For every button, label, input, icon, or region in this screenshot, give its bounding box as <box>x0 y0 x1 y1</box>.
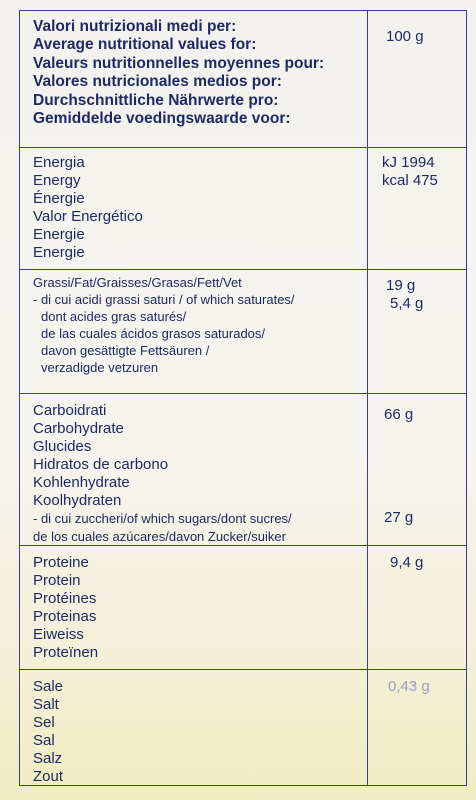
energy-label: Energy <box>33 172 81 189</box>
energy-row <box>20 147 466 270</box>
protein-row <box>20 545 466 670</box>
fat-label: Grassi/Fat/Graisses/Grasas/Fett/Vet <box>33 275 242 290</box>
energy-labels <box>33 154 356 262</box>
sugars-label: de los cuales azúcares/davon Zucker/suiker <box>33 529 286 544</box>
fat-total: 19 g <box>386 277 416 294</box>
fat-label: de las cuales ácidos grasos saturados/ <box>41 326 266 341</box>
salt-label: Zout <box>33 768 64 785</box>
energy-value-cell <box>382 154 460 190</box>
salt-label: Sel <box>33 714 55 731</box>
header-labels <box>33 18 356 128</box>
header-label: Valores nutricionales medios por: <box>33 73 282 91</box>
salt-value: 0,43 g <box>388 678 430 695</box>
energy-kcal: kcal 475 <box>382 172 438 189</box>
header-label: Average nutritional values for: <box>33 36 257 54</box>
protein-label: Eiweiss <box>33 626 84 643</box>
header-label: Valeurs nutritionnelles moyennes pour: <box>33 54 325 72</box>
fat-saturates: 5,4 g <box>390 295 424 312</box>
carbs-row <box>20 393 466 546</box>
fat-label: verzadigde vetzuren <box>41 360 159 375</box>
carbs-label: Kohlenhydrate <box>33 474 130 491</box>
energy-label: Energie <box>33 226 85 243</box>
header-row <box>20 11 466 148</box>
protein-label: Proteine <box>33 554 89 571</box>
salt-row <box>20 669 466 785</box>
sugars-cell <box>384 509 460 527</box>
sugars-value: 27 g <box>384 509 414 526</box>
fat-value-cell <box>386 277 460 313</box>
fat-labels <box>33 274 446 376</box>
fat-label: davon gesättigte Fettsäuren / <box>41 343 210 358</box>
salt-value-cell <box>388 678 460 696</box>
protein-value-cell <box>390 554 460 572</box>
salt-label: Sal <box>33 732 55 749</box>
sugars-label: - di cui zuccheri/of which sugars/dont sucres/ <box>33 511 292 526</box>
header-label: Durchschnittliche Nährwerte pro: <box>33 91 279 109</box>
fat-row <box>20 269 466 394</box>
fat-label: - di cui acidi grassi saturi / of which saturates/ <box>33 292 295 307</box>
nutrition-table <box>19 10 467 786</box>
per-amount: 100 g <box>386 28 424 45</box>
header-label: Gemiddelde voedingswaarde voor: <box>33 110 291 128</box>
energy-kj: kJ 1994 <box>382 154 435 171</box>
energy-label: Valor Energético <box>33 208 143 225</box>
protein-value: 9,4 g <box>390 554 424 571</box>
protein-label: Proteinas <box>33 608 97 625</box>
protein-label: Protéines <box>33 590 97 607</box>
header-value-cell <box>386 28 460 46</box>
carbs-label: Koolhydraten <box>33 492 122 509</box>
protein-label: Proteïnen <box>33 644 99 661</box>
protein-label: Protein <box>33 572 81 589</box>
carbs-label: Carbohydrate <box>33 420 124 437</box>
salt-label: Sale <box>33 678 64 695</box>
header-label: Valori nutrizionali medi per: <box>33 18 237 35</box>
fat-label: dont acides gras saturés/ <box>41 309 187 324</box>
protein-labels <box>33 554 356 662</box>
salt-label: Salt <box>33 696 59 713</box>
carbs-total-cell <box>384 406 460 424</box>
carbs-label: Glucides <box>33 438 92 455</box>
salt-labels <box>33 678 356 786</box>
carbs-label: Carboidrati <box>33 402 107 419</box>
energy-label: Energie <box>33 244 85 261</box>
energy-label: Energia <box>33 154 85 171</box>
salt-label: Salz <box>33 750 63 767</box>
carbs-label: Hidratos de carbono <box>33 456 169 473</box>
carbs-total: 66 g <box>384 406 414 423</box>
energy-label: Énergie <box>33 190 85 207</box>
